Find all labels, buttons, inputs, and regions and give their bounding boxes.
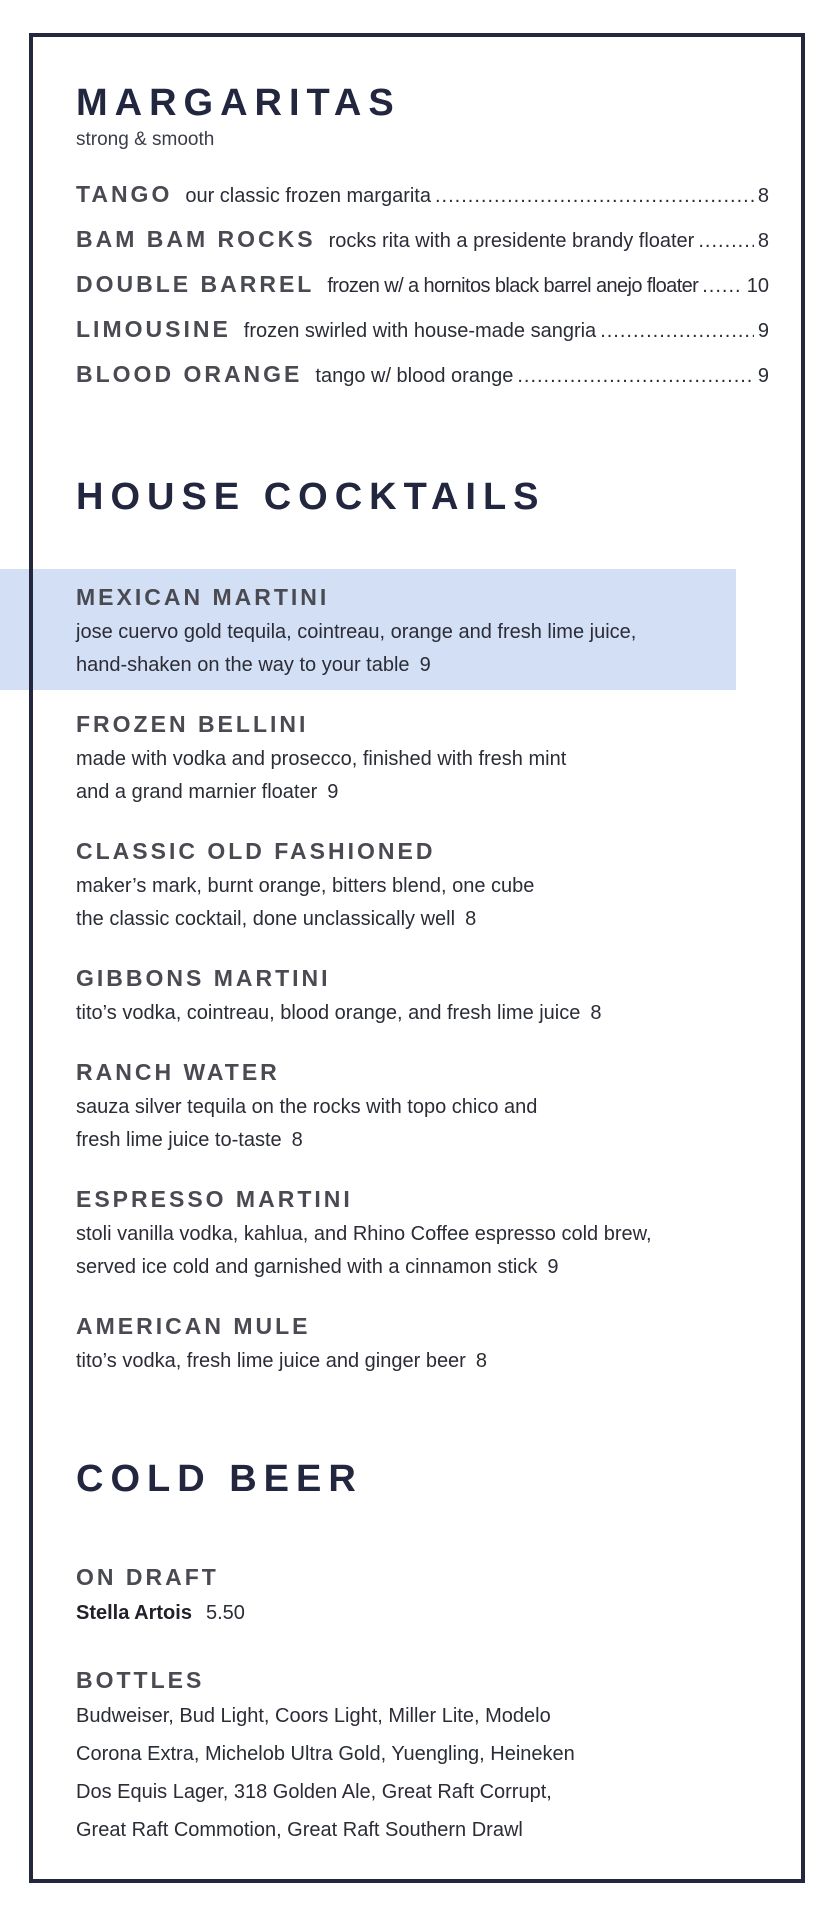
item-price: 9 — [327, 781, 339, 803]
item-price: 10 — [746, 275, 769, 297]
item-price: 9 — [419, 654, 431, 676]
item-description-line-1 — [76, 1003, 602, 1023]
item-name: ESPRESSO MARTINI — [76, 1186, 353, 1212]
beer-name: Stella Artois — [76, 1602, 192, 1624]
item-name: BLOOD ORANGE — [76, 361, 303, 387]
subsection-on-draft: ON DRAFT — [76, 1564, 219, 1590]
item-description: fresh lime juice to-taste — [76, 1129, 282, 1151]
draft-beer-item[interactable] — [76, 1603, 245, 1623]
item-name: MEXICAN MARTINI — [76, 584, 330, 610]
section-title-margaritas: MARGARITAS — [76, 82, 401, 124]
menu-item-double-barrel[interactable] — [76, 271, 769, 301]
dot-leader — [517, 365, 754, 388]
bottles-list-line: Dos Equis Lager, 318 Golden Ale, Great Raft Corrupt, — [76, 1781, 552, 1803]
section-title-cold-beer: COLD BEER — [76, 1458, 363, 1500]
item-description: jose cuervo gold tequila, cointreau, orange and fresh lime juice, — [76, 621, 637, 643]
item-description: served ice cold and garnished with a cinnamon stick — [76, 1256, 538, 1278]
item-name: AMERICAN MULE — [76, 1313, 311, 1339]
item-name: GIBBONS MARTINI — [76, 965, 331, 991]
item-description-line-2 — [76, 782, 338, 802]
item-price: 8 — [590, 1002, 602, 1024]
item-description-line-1 — [76, 1351, 487, 1371]
item-price: 8 — [757, 230, 769, 252]
item-description: hand-shaken on the way to your table — [76, 654, 410, 676]
item-name: FROZEN BELLINI — [76, 711, 309, 737]
item-description-line-2 — [76, 1130, 303, 1150]
section-subtitle-margaritas: strong & smooth — [76, 129, 215, 150]
item-name: TANGO — [76, 181, 173, 207]
item-description: the classic cocktail, done unclassically well — [76, 908, 456, 930]
item-description: maker’s mark, burnt orange, bitters blend, one cube — [76, 875, 535, 897]
item-description: sauza silver tequila on the rocks with topo chico and — [76, 1096, 538, 1118]
dot-leader — [600, 320, 754, 343]
dot-leader — [435, 185, 754, 208]
item-description-line-2 — [76, 655, 431, 675]
item-description: tito’s vodka, fresh lime juice and ginger beer — [76, 1350, 466, 1372]
item-description: frozen swirled with house-made sangria — [243, 320, 597, 342]
bottles-list-line: Budweiser, Bud Light, Coors Light, Miller Lite, Modelo — [76, 1705, 551, 1727]
menu-item-blood-orange[interactable] — [76, 361, 769, 391]
bottles-list-line: Corona Extra, Michelob Ultra Gold, Yuengling, Heineken — [76, 1743, 575, 1765]
item-name: BAM BAM ROCKS — [76, 226, 316, 252]
beer-price: 5.50 — [205, 1602, 245, 1624]
menu-item-limousine[interactable] — [76, 316, 769, 346]
item-description: rocks rita with a presidente brandy floater — [328, 230, 695, 252]
item-name: RANCH WATER — [76, 1059, 280, 1085]
item-description-line-2 — [76, 1257, 558, 1277]
item-name: CLASSIC OLD FASHIONED — [76, 838, 436, 864]
section-title-house-cocktails: HOUSE COCKTAILS — [76, 476, 546, 518]
item-description: tito’s vodka, cointreau, blood orange, and fresh lime juice — [76, 1002, 581, 1024]
item-name: LIMOUSINE — [76, 316, 231, 342]
item-name: DOUBLE BARREL — [76, 271, 315, 297]
item-description: stoli vanilla vodka, kahlua, and Rhino Coffee espresso cold brew, — [76, 1223, 652, 1245]
menu-item-tango[interactable] — [76, 181, 769, 211]
menu-item-bam-bam-rocks[interactable] — [76, 226, 769, 256]
bottles-list-line: Great Raft Commotion, Great Raft Southern Drawl — [76, 1819, 523, 1841]
item-price: 8 — [475, 1350, 487, 1372]
item-description: frozen w/ a hornitos black barrel anejo floater — [327, 275, 699, 297]
subsection-bottles: BOTTLES — [76, 1667, 205, 1693]
item-price: 9 — [757, 320, 769, 342]
item-description: made with vodka and prosecco, finished with fresh mint — [76, 748, 567, 770]
item-description: our classic frozen margarita — [185, 185, 431, 207]
item-description: tango w/ blood orange — [315, 365, 514, 387]
item-price: 9 — [547, 1256, 559, 1278]
item-price: 9 — [757, 365, 769, 387]
item-price: 8 — [291, 1129, 303, 1151]
item-price: 8 — [757, 185, 769, 207]
dot-leader — [698, 230, 754, 253]
item-description: and a grand marnier floater — [76, 781, 318, 803]
dot-leader — [702, 275, 743, 298]
item-description-line-2 — [76, 909, 476, 929]
item-price: 8 — [465, 908, 477, 930]
